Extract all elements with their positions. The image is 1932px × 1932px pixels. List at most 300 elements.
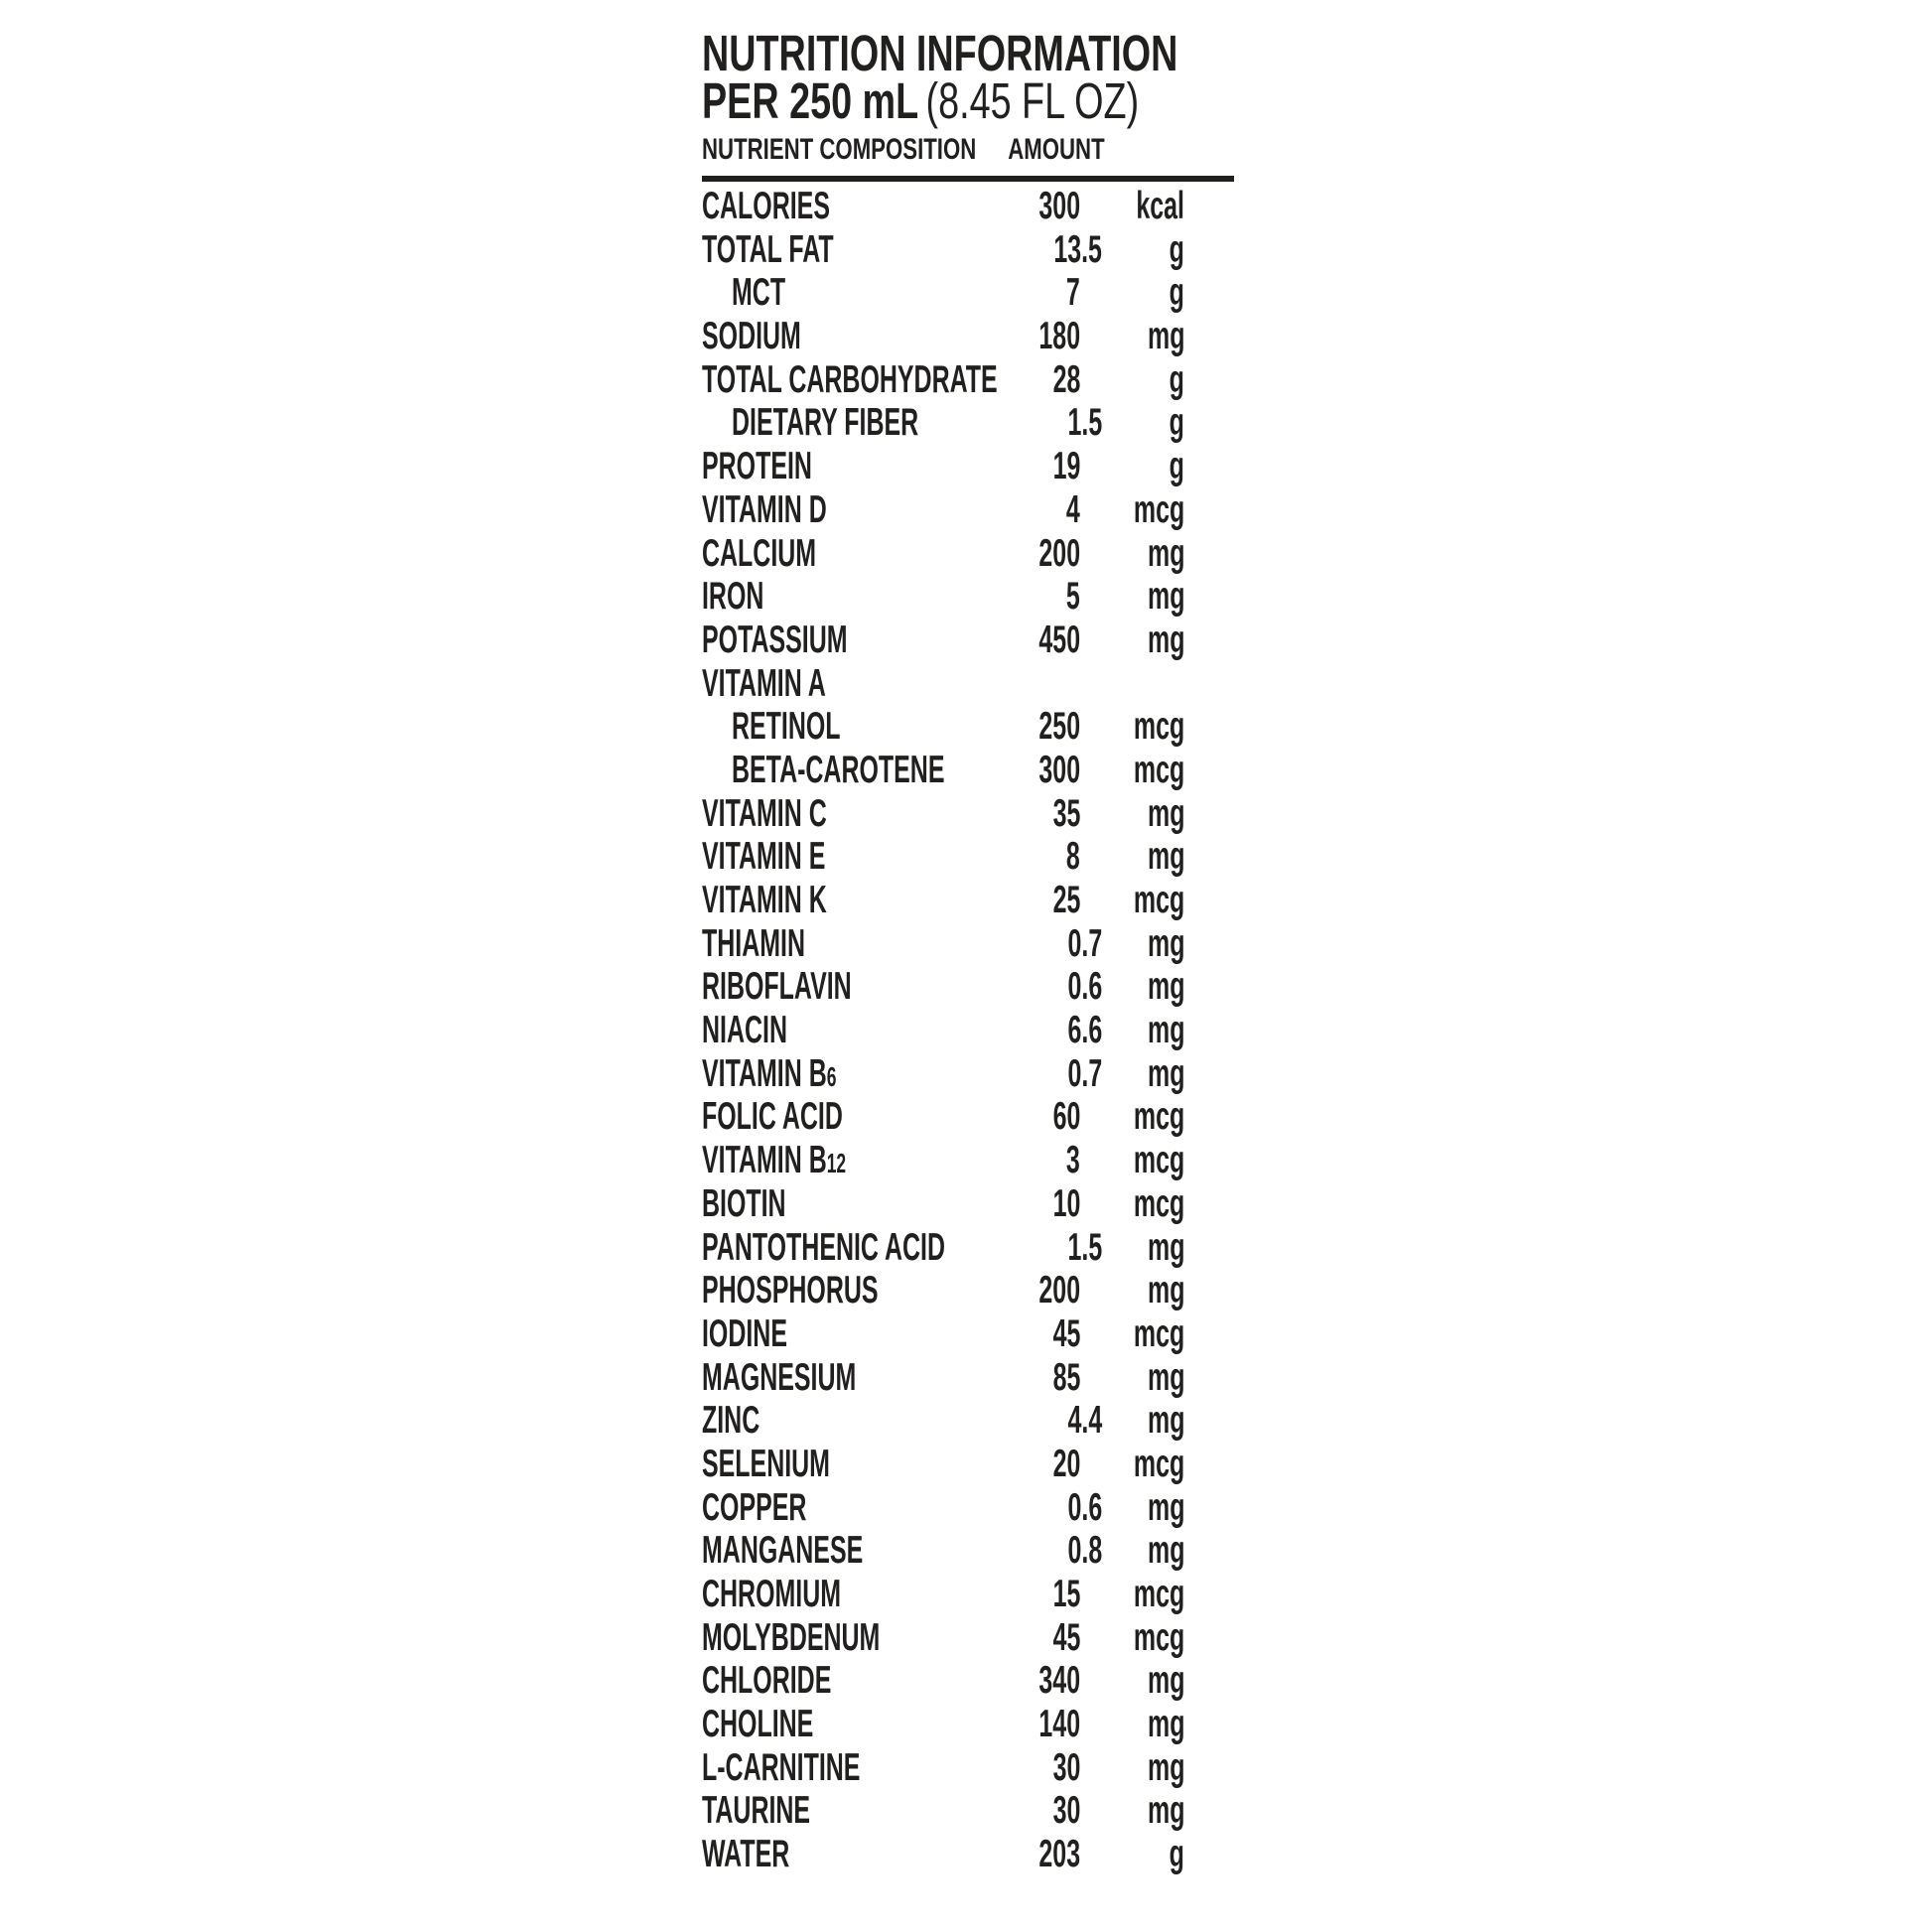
- nutrient-unit-cell: [1102, 705, 1184, 749]
- nutrient-amount: 0.7: [1067, 921, 1102, 965]
- nutrient-label: [732, 705, 841, 752]
- nutrient-unit-cell: [1102, 228, 1184, 272]
- nutrition-panel: [702, 0, 1234, 1876]
- nutrient-amount: 25: [1052, 879, 1080, 921]
- nutrient-unit: mg: [1147, 835, 1184, 879]
- nutrient-amount-cell: [983, 749, 1102, 792]
- nutrient-unit-cell: [1102, 879, 1184, 922]
- nutrient-label-text: RIBOFLAVIN: [702, 965, 852, 1009]
- nutrient-amount-cell: [983, 1833, 1102, 1876]
- nutrient-label-cell: [702, 965, 983, 1012]
- nutrient-label-text: PHOSPHORUS: [702, 1269, 879, 1312]
- nutrient-unit-cell: [1102, 401, 1184, 445]
- table-row: [702, 228, 1234, 272]
- nutrient-label: [702, 1703, 813, 1749]
- nutrient-unit: g: [1169, 227, 1184, 271]
- nutrient-unit-cell: [1102, 1182, 1184, 1226]
- nutrient-amount-cell: [983, 922, 1102, 966]
- nutrient-label-text: NIACIN: [702, 1009, 787, 1052]
- table-row: [702, 749, 1234, 792]
- nutrient-label-text: PANTOTHENIC ACID: [702, 1225, 945, 1269]
- nutrient-amount-cell: [983, 1269, 1102, 1312]
- nutrient-label-cell: [702, 1486, 983, 1533]
- nutrient-amount-cell: [983, 358, 1102, 402]
- table-row: [702, 1312, 1234, 1356]
- nutrient-amount: 30: [1052, 1745, 1080, 1789]
- nutrient-amount: 450: [1038, 618, 1080, 661]
- nutrient-amount: 5: [1066, 575, 1080, 619]
- nutrition-table-body: [702, 176, 1234, 1876]
- nutrient-unit: mg: [1147, 1659, 1184, 1703]
- nutrient-label: [702, 488, 827, 535]
- nutrient-amount-cell: [983, 315, 1102, 358]
- nutrient-amount-cell: [983, 835, 1102, 879]
- nutrient-label-text: MANGANESE: [702, 1529, 864, 1573]
- nutrient-unit-cell: [1102, 1703, 1184, 1746]
- nutrient-label: [702, 1052, 836, 1099]
- nutrient-unit: mg: [1147, 965, 1184, 1009]
- nutrient-label-text: VITAMIN B: [702, 1139, 827, 1182]
- nutrient-amount-cell: [983, 1182, 1102, 1226]
- nutrient-unit-cell: [1102, 662, 1184, 706]
- nutrient-label-text: VITAMIN A: [702, 661, 826, 705]
- nutrient-unit: mg: [1147, 1485, 1184, 1529]
- nutrient-amount: 200: [1038, 1269, 1080, 1312]
- nutrient-amount-cell: [983, 1443, 1102, 1486]
- nutrient-label-cell: [702, 1356, 983, 1403]
- table-row: [702, 1833, 1234, 1876]
- nutrient-label-cell: [702, 1312, 983, 1359]
- nutrient-label: [732, 271, 785, 318]
- nutrient-amount-cell: [983, 401, 1102, 445]
- nutrient-amount: 45: [1052, 1615, 1080, 1659]
- nutrient-amount-cell: [983, 532, 1102, 576]
- nutrient-unit-cell: [1102, 619, 1184, 662]
- nutrient-label-text: ZINC: [702, 1399, 760, 1443]
- nutrient-unit-cell: [1102, 922, 1184, 966]
- nutrient-amount: 1.5: [1067, 401, 1102, 445]
- nutrient-amount: 300: [1038, 748, 1080, 791]
- nutrient-unit: mg: [1147, 1703, 1184, 1746]
- nutrient-amount-cell: [983, 271, 1102, 315]
- nutrient-unit-cell: [1102, 488, 1184, 532]
- nutrient-amount-cell: [983, 1399, 1102, 1443]
- nutrient-label-cell: [702, 1009, 983, 1055]
- table-row: [702, 1703, 1234, 1746]
- nutrient-unit: mg: [1147, 791, 1184, 835]
- nutrient-unit: mcg: [1133, 1311, 1184, 1355]
- nutrient-amount: 340: [1038, 1659, 1080, 1703]
- table-row: [702, 879, 1234, 922]
- nutrient-unit-cell: [1102, 1269, 1184, 1312]
- nutrient-unit: mcg: [1133, 487, 1184, 531]
- nutrient-label: [702, 1312, 787, 1359]
- nutrient-label-cell: [702, 879, 983, 925]
- nutrient-label: [702, 879, 827, 925]
- nutrient-unit: g: [1169, 401, 1184, 445]
- nutrient-amount: 10: [1052, 1181, 1080, 1225]
- nutrient-label: [702, 1789, 810, 1836]
- nutrient-unit: mg: [1147, 618, 1184, 661]
- nutrient-amount: 140: [1038, 1703, 1080, 1746]
- nutrient-label-text: VITAMIN K: [702, 879, 827, 921]
- nutrient-label: [702, 1616, 880, 1663]
- serving-size-line: [702, 72, 1234, 129]
- nutrient-label-cell: [702, 228, 983, 275]
- nutrient-label-cell: [702, 1399, 983, 1446]
- table-row: [702, 1573, 1234, 1616]
- panel-title-text: NUTRITION INFORMATION: [702, 25, 1178, 81]
- nutrient-amount-cell: [983, 792, 1102, 836]
- nutrient-label: [702, 922, 805, 969]
- nutrient-amount: 0.7: [1067, 1051, 1102, 1095]
- table-column-headers: [702, 135, 1234, 165]
- nutrient-amount-cell: [983, 575, 1102, 619]
- nutrient-label: [702, 1573, 841, 1619]
- nutrient-label-text: TOTAL CARBOHYDRATE: [702, 357, 998, 401]
- nutrient-amount-cell: [983, 1312, 1102, 1356]
- nutrient-unit-cell: [1102, 792, 1184, 836]
- table-row: [702, 401, 1234, 445]
- nutrient-unit-cell: [1102, 1789, 1184, 1833]
- table-row: [702, 1443, 1234, 1486]
- nutrient-amount: 45: [1052, 1311, 1080, 1355]
- table-row: [702, 532, 1234, 576]
- nutrient-label-cell: [702, 488, 983, 535]
- nutrient-amount-cell: [983, 488, 1102, 532]
- table-row: [702, 662, 1234, 706]
- nutrient-label: [702, 619, 848, 665]
- table-row: [702, 1052, 1234, 1096]
- nutrient-amount: 28: [1052, 357, 1080, 401]
- nutrient-label-cell: [702, 1095, 983, 1142]
- nutrient-unit: g: [1169, 445, 1184, 488]
- table-row: [702, 1789, 1234, 1833]
- nutrient-label: [702, 662, 826, 709]
- nutrient-amount-cell: [983, 1659, 1102, 1703]
- nutrient-unit-cell: [1102, 185, 1184, 228]
- nutrient-unit: mg: [1147, 1269, 1184, 1312]
- nutrient-amount-cell: [983, 1009, 1102, 1052]
- nutrient-label-text: MCT: [732, 271, 786, 315]
- nutrient-unit-cell: [1102, 1226, 1184, 1270]
- nutrient-amount: 4.4: [1067, 1399, 1102, 1443]
- nutrient-label: [702, 1529, 863, 1576]
- nutrient-unit: mcg: [1133, 1615, 1184, 1659]
- nutrient-unit: mg: [1147, 1529, 1184, 1573]
- nutrient-amount: 13.5: [1053, 227, 1102, 271]
- nutrient-label-text: BETA-CAROTENE: [732, 748, 945, 791]
- table-row: [702, 705, 1234, 749]
- table-row: [702, 271, 1234, 315]
- nutrient-amount-cell: [983, 1486, 1102, 1530]
- nutrient-unit: mg: [1147, 315, 1184, 358]
- table-row: [702, 1226, 1234, 1270]
- nutrient-label: [702, 1139, 846, 1185]
- table-row: [702, 792, 1234, 836]
- nutrient-label-cell: [702, 1746, 983, 1793]
- nutrient-amount: 7: [1066, 271, 1080, 315]
- nutrient-unit: mg: [1147, 1355, 1184, 1399]
- nutrient-label: [702, 1659, 831, 1706]
- nutrient-label: [702, 185, 830, 231]
- nutrient-label: [702, 965, 852, 1012]
- nutrient-label-cell: [702, 922, 983, 969]
- nutrient-unit-cell: [1102, 1399, 1184, 1443]
- nutrient-amount: 6.6: [1067, 1009, 1102, 1052]
- nutrient-unit-cell: [1102, 1312, 1184, 1356]
- nutrient-unit-cell: [1102, 1052, 1184, 1096]
- serving-size-note: (8.45 FL OZ): [925, 72, 1140, 129]
- nutrient-label-text: CHOLINE: [702, 1703, 814, 1746]
- nutrient-unit: mcg: [1133, 1139, 1184, 1182]
- nutrient-label: [702, 1399, 759, 1446]
- table-row: [702, 1746, 1234, 1790]
- nutrient-label-text: IODINE: [702, 1311, 787, 1355]
- nutrient-label-text: COPPER: [702, 1485, 807, 1529]
- nutrient-unit: mcg: [1133, 1573, 1184, 1615]
- nutrient-label-text: PROTEIN: [702, 445, 812, 488]
- nutrient-label-cell: [702, 1573, 983, 1619]
- nutrient-amount-cell: [983, 445, 1102, 488]
- nutrient-label: [702, 1486, 806, 1533]
- nutrient-amount: 300: [1038, 185, 1080, 227]
- nutrient-unit: mg: [1147, 531, 1184, 575]
- table-row: [702, 835, 1234, 879]
- nutrient-amount-cell: [983, 1356, 1102, 1400]
- column-header-amount: AMOUNT: [1008, 133, 1105, 166]
- nutrient-label-text: CALCIUM: [702, 531, 817, 575]
- nutrient-amount-cell: [983, 662, 1102, 706]
- nutrient-amount: 20: [1052, 1442, 1080, 1485]
- table-row: [702, 1529, 1234, 1573]
- nutrient-label-text: BIOTIN: [702, 1181, 786, 1225]
- nutrient-amount-cell: [983, 1139, 1102, 1182]
- table-row: [702, 1269, 1234, 1312]
- nutrient-label: [702, 445, 812, 491]
- nutrient-unit: mg: [1147, 1225, 1184, 1269]
- nutrient-label-cell: [702, 1269, 983, 1315]
- nutrient-label: [702, 835, 825, 882]
- nutrient-label: [702, 1269, 879, 1315]
- nutrient-amount-cell: [983, 1746, 1102, 1790]
- nutrient-unit: kcal: [1136, 185, 1184, 227]
- nutrient-label: [702, 1009, 787, 1055]
- nutrient-amount: 203: [1038, 1833, 1080, 1876]
- nutrient-amount-cell: [983, 1052, 1102, 1096]
- table-row: [702, 488, 1234, 532]
- nutrient-label-cell: [702, 749, 983, 795]
- nutrient-label: [702, 575, 763, 621]
- nutrient-unit-cell: [1102, 1659, 1184, 1703]
- nutrient-label-text: VITAMIN D: [702, 487, 827, 531]
- nutrient-label-text: MAGNESIUM: [702, 1355, 857, 1399]
- nutrient-label: [702, 1746, 860, 1793]
- serving-size-bold: PER 250 mL: [702, 72, 919, 129]
- table-row: [702, 358, 1234, 402]
- nutrient-unit: mcg: [1133, 1181, 1184, 1225]
- nutrient-amount-cell: [983, 705, 1102, 749]
- nutrient-label-cell: [702, 1052, 983, 1099]
- nutrient-unit-cell: [1102, 835, 1184, 879]
- table-row: [702, 575, 1234, 619]
- nutrient-amount: 1.5: [1067, 1225, 1102, 1269]
- nutrient-unit-cell: [1102, 1095, 1184, 1139]
- nutrient-label-text: L-CARNITINE: [702, 1745, 861, 1789]
- table-row: [702, 922, 1234, 966]
- table-row: [702, 619, 1234, 662]
- nutrient-unit-cell: [1102, 749, 1184, 792]
- nutrient-unit: mg: [1147, 1789, 1184, 1833]
- nutrient-unit-cell: [1102, 1139, 1184, 1182]
- nutrient-label-text: VITAMIN E: [702, 835, 826, 879]
- nutrient-unit: g: [1169, 357, 1184, 401]
- table-row: [702, 1139, 1234, 1182]
- nutrient-unit: mg: [1147, 1051, 1184, 1095]
- table-row: [702, 1095, 1234, 1139]
- table-row: [702, 1616, 1234, 1660]
- nutrient-unit: mcg: [1133, 1442, 1184, 1485]
- nutrient-label-cell: [702, 185, 983, 231]
- nutrient-amount: 30: [1052, 1789, 1080, 1833]
- nutrient-label-text: THIAMIN: [702, 921, 805, 965]
- nutrient-unit: g: [1169, 1833, 1184, 1876]
- nutrient-label: [702, 1443, 830, 1489]
- nutrient-amount: 15: [1052, 1573, 1080, 1615]
- nutrient-unit: mcg: [1133, 879, 1184, 921]
- nutrient-label-text: FOLIC ACID: [702, 1095, 843, 1139]
- nutrient-label-cell: [702, 401, 983, 448]
- column-header-nutrient: NUTRIENT COMPOSITION: [702, 133, 977, 166]
- nutrient-unit: mg: [1147, 1399, 1184, 1443]
- nutrient-label: [702, 315, 801, 361]
- nutrient-amount: 200: [1038, 531, 1080, 575]
- nutrient-label: [702, 228, 834, 275]
- nutrient-unit: mcg: [1133, 705, 1184, 749]
- nutrient-unit: g: [1169, 271, 1184, 315]
- nutrient-label-cell: [702, 1616, 983, 1663]
- nutrient-label-cell: [702, 357, 998, 405]
- table-row: [702, 315, 1234, 358]
- nutrient-unit-cell: [1102, 1486, 1184, 1530]
- nutrient-label-cell: [702, 1139, 983, 1185]
- nutrient-amount: 0.6: [1067, 965, 1102, 1009]
- serving-size-text: [702, 72, 1140, 129]
- nutrient-label-cell: [702, 1226, 983, 1273]
- table-row: [702, 1486, 1234, 1530]
- table-row: [702, 185, 1234, 228]
- nutrient-unit-cell: [1102, 1616, 1184, 1660]
- nutrient-amount-cell: [983, 619, 1102, 662]
- nutrient-amount: 35: [1052, 791, 1080, 835]
- nutrient-label-text: SELENIUM: [702, 1442, 830, 1485]
- nutrient-label: [702, 792, 827, 839]
- nutrient-label-cell: [702, 532, 983, 579]
- nutrient-unit-cell: [1102, 1573, 1184, 1616]
- nutrient-label-text: VITAMIN C: [702, 791, 827, 835]
- nutrient-amount-cell: [983, 879, 1102, 922]
- nutrient-label-text: WATER: [702, 1833, 790, 1876]
- nutrient-label: [732, 401, 918, 448]
- nutrient-unit-cell: [1102, 532, 1184, 576]
- nutrient-amount-cell: [983, 1095, 1102, 1139]
- nutrient-amount: 0.6: [1067, 1485, 1102, 1529]
- nutrient-label-cell: [702, 619, 983, 665]
- nutrient-label-text: CHLORIDE: [702, 1659, 832, 1703]
- nutrient-unit: mg: [1147, 1009, 1184, 1052]
- nutrient-amount: 85: [1052, 1355, 1080, 1399]
- nutrient-unit-cell: [1102, 1009, 1184, 1052]
- nutrient-label: [702, 1095, 843, 1142]
- nutrient-label-text: POTASSIUM: [702, 618, 848, 661]
- nutrient-label: [702, 1182, 786, 1229]
- nutrient-label-subscript: 12: [826, 1148, 847, 1179]
- nutrient-label-cell: [702, 792, 983, 839]
- nutrient-amount-cell: [983, 965, 1102, 1009]
- nutrient-amount-cell: [983, 1789, 1102, 1833]
- nutrient-amount-cell: [983, 1703, 1102, 1746]
- nutrient-label-text: MOLYBDENUM: [702, 1615, 881, 1659]
- nutrient-label-cell: [702, 271, 983, 318]
- nutrient-label-cell: [702, 1182, 983, 1229]
- nutrient-label-cell: [702, 1659, 983, 1706]
- nutrient-unit-cell: [1102, 1746, 1184, 1790]
- nutrient-amount-cell: [983, 185, 1102, 228]
- nutrient-label-cell: [702, 1529, 983, 1576]
- nutrient-amount: 180: [1038, 315, 1080, 358]
- table-row: [702, 1009, 1234, 1052]
- panel-title: [702, 25, 1234, 81]
- nutrient-label-text: RETINOL: [732, 705, 841, 749]
- nutrient-label-text: CALORIES: [702, 185, 830, 227]
- nutrient-amount: 250: [1038, 705, 1080, 749]
- nutrient-unit: mg: [1147, 921, 1184, 965]
- nutrient-label-cell: [702, 705, 983, 752]
- nutrient-label: [702, 532, 816, 579]
- nutrient-unit-cell: [1102, 1529, 1184, 1573]
- nutrient-label-cell: [702, 835, 983, 882]
- nutrient-label: [702, 1356, 856, 1403]
- nutrient-amount-cell: [983, 228, 1102, 272]
- nutrient-unit-cell: [1102, 1356, 1184, 1400]
- nutrient-unit-cell: [1102, 965, 1184, 1009]
- nutrient-label-text: TOTAL FAT: [702, 227, 834, 271]
- nutrient-label-subscript: 6: [826, 1060, 837, 1092]
- nutrient-amount: 19: [1052, 445, 1080, 488]
- nutrient-unit: mg: [1147, 575, 1184, 619]
- nutrient-unit-cell: [1102, 1443, 1184, 1486]
- nutrient-amount: 0.8: [1067, 1529, 1102, 1573]
- nutrient-label-cell: [702, 1833, 983, 1879]
- nutrient-label-text: VITAMIN B: [702, 1051, 827, 1095]
- nutrient-label-cell: [702, 445, 983, 491]
- nutrient-label-cell: [702, 1443, 983, 1489]
- nutrient-label-text: CHROMIUM: [702, 1573, 842, 1615]
- nutrient-unit-cell: [1102, 575, 1184, 619]
- nutrient-unit: mcg: [1133, 1095, 1184, 1139]
- nutrient-unit: mcg: [1133, 748, 1184, 791]
- nutrient-label-cell: [702, 575, 983, 621]
- nutrient-label: [732, 749, 944, 795]
- nutrient-amount-cell: [983, 1529, 1102, 1573]
- nutrient-label: [702, 358, 998, 405]
- nutrient-unit-cell: [1102, 358, 1184, 402]
- nutrient-label-cell: [702, 1703, 983, 1749]
- nutrient-amount: 3: [1066, 1139, 1080, 1182]
- nutrient-label-text: IRON: [702, 575, 764, 619]
- table-row: [702, 965, 1234, 1009]
- nutrient-unit-cell: [1102, 445, 1184, 488]
